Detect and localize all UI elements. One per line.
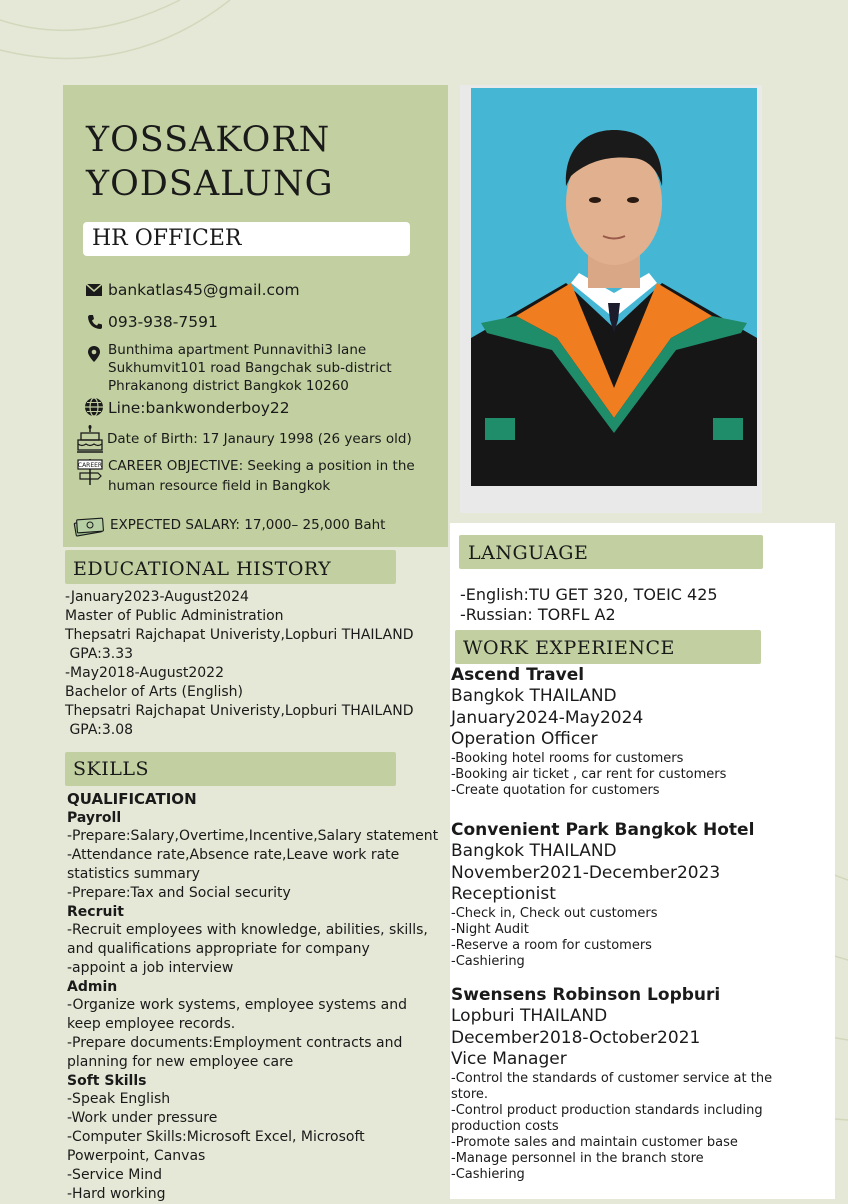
work-title: WORK EXPERIENCE [463, 637, 675, 659]
job-position: Operation Officer [451, 729, 598, 749]
language-list [460, 585, 718, 625]
job-location: Lopburi THAILAND [451, 1006, 608, 1026]
education-list [65, 588, 414, 740]
location-pin-icon [85, 345, 103, 363]
address-line: Bunthima apartment Punnavithi3 lane [108, 342, 367, 358]
phone-text: 093-938-7591 [108, 313, 218, 331]
career-sign-label: CAREER [77, 462, 103, 469]
job-duty: -Booking hotel rooms for customers [451, 750, 684, 766]
job-location: Bangkok THAILAND [451, 686, 617, 706]
date-of-birth: Date of Birth: 17 Janaury 1998 (26 years old) [107, 431, 412, 447]
line-id-text: Line:bankwonderboy22 [108, 399, 290, 417]
education-line: Thepsatri Rajchapat Univeristy,Lopburi THAILAND [65, 627, 414, 643]
education-line: GPA:3.33 [65, 646, 134, 662]
job-position: Vice Manager [451, 1049, 567, 1069]
skills-list [67, 790, 438, 1204]
skill-line: -Work under pressure [67, 1110, 218, 1126]
skills-title: SKILLS [73, 758, 149, 780]
email-text: bankatlas45@gmail.com [108, 281, 300, 299]
education-line: GPA:3.08 [65, 722, 134, 738]
qualification-heading: QUALIFICATION [67, 790, 197, 808]
company-name: Ascend Travel [451, 665, 585, 685]
objective-line: CAREER OBJECTIVE: Seeking a position in the [108, 458, 415, 474]
birthday-cake-icon [76, 424, 104, 454]
job-location: Bangkok THAILAND [451, 841, 617, 861]
job-period: November2021-December2023 [451, 862, 721, 883]
globe-icon [84, 397, 104, 417]
language-title: LANGUAGE [468, 542, 589, 564]
job-duty: -Cashiering [451, 953, 525, 969]
job-entry [451, 820, 754, 970]
phone-icon [86, 313, 104, 331]
company-name: Swensens Robinson Lopburi [451, 985, 721, 1005]
address-line: Phrakanong district Bangkok 10260 [108, 378, 349, 394]
language-item: -English:TU GET 320, TOEIC 425 [460, 585, 718, 604]
job-duty: -Control the standards of customer service at the [451, 1070, 773, 1086]
career-signpost-icon [76, 455, 104, 487]
job-duty: -Manage personnel in the branch store [451, 1150, 704, 1166]
objective-line: human resource field in Bangkok [108, 478, 331, 494]
skill-line: and qualifications appropriate for company [67, 941, 370, 957]
education-line: -January2023-August2024 [65, 589, 249, 605]
education-line: -May2018-August2022 [65, 665, 224, 681]
job-title: HR OFFICER [92, 226, 242, 251]
skill-line: keep employee records. [67, 1016, 236, 1032]
profile-photo [471, 88, 757, 486]
candidate-name [86, 118, 334, 206]
company-name: Convenient Park Bangkok Hotel [451, 820, 755, 840]
language-item: -Russian: TORFL A2 [460, 605, 616, 624]
skill-line: -Prepare:Tax and Social security [67, 885, 291, 901]
skill-line: -Prepare documents:Employment contracts and [67, 1035, 403, 1051]
job-duty: -Booking air ticket , car rent for customers [451, 766, 727, 782]
skill-line: -Speak English [67, 1091, 171, 1107]
job-duty: -Promote sales and maintain customer base [451, 1134, 738, 1150]
job-period: December2018-October2021 [451, 1027, 701, 1048]
name-last: YODSALUNG [86, 164, 334, 204]
education-line: Master of Public Administration [65, 608, 284, 624]
job-period: January2024-May2024 [451, 707, 644, 728]
skill-line: -Prepare:Salary,Overtime,Incentive,Salary statement [67, 828, 439, 844]
job-duty: -Night Audit [451, 921, 529, 937]
address-line: Sukhumvit101 road Bangchak sub-district [108, 360, 392, 376]
soft-skills-heading: Soft Skills [67, 1073, 147, 1089]
graduate-portrait [471, 88, 757, 486]
address-block [108, 341, 392, 395]
payroll-heading: Payroll [67, 810, 122, 826]
career-objective [108, 456, 415, 496]
skill-line: -appoint a job interview [67, 960, 234, 976]
admin-heading: Admin [67, 979, 118, 995]
skill-line: -Service Mind [67, 1167, 162, 1183]
skill-line: -Attendance rate,Absence rate,Leave work rate [67, 847, 400, 863]
skill-line: -Computer Skills:Microsoft Excel, Microsoft [67, 1129, 365, 1145]
job-position: Receptionist [451, 884, 556, 904]
skill-line: -Hard working [67, 1186, 166, 1202]
job-duty: -Check in, Check out customers [451, 905, 658, 921]
job-entry [451, 665, 726, 799]
skill-line: planning for new employee care [67, 1054, 294, 1070]
skill-line: Powerpoint, Canvas [67, 1148, 206, 1164]
job-duty: -Control product production standards including [451, 1102, 763, 1118]
skill-line: -Recruit employees with knowledge, abilities, skills, [67, 922, 428, 938]
job-duty: production costs [451, 1118, 559, 1134]
skill-line: statistics summary [67, 866, 200, 882]
job-duty: -Reserve a room for customers [451, 937, 652, 953]
education-line: Thepsatri Rajchapat Univeristy,Lopburi THAILAND [65, 703, 414, 719]
job-duty: -Cashiering [451, 1166, 525, 1182]
money-bills-icon [73, 513, 105, 537]
education-line: Bachelor of Arts (English) [65, 684, 244, 700]
recruit-heading: Recruit [67, 904, 124, 920]
job-duty: store. [451, 1086, 489, 1102]
job-entry [451, 985, 772, 1183]
education-title: EDUCATIONAL HISTORY [73, 558, 332, 580]
skill-line: -Organize work systems, employee systems and [67, 997, 407, 1013]
name-first: YOSSAKORN [86, 120, 331, 160]
envelope-icon [85, 281, 103, 299]
expected-salary: EXPECTED SALARY: 17,000– 25,000 Baht [110, 517, 386, 533]
job-duty: -Create quotation for customers [451, 782, 660, 798]
